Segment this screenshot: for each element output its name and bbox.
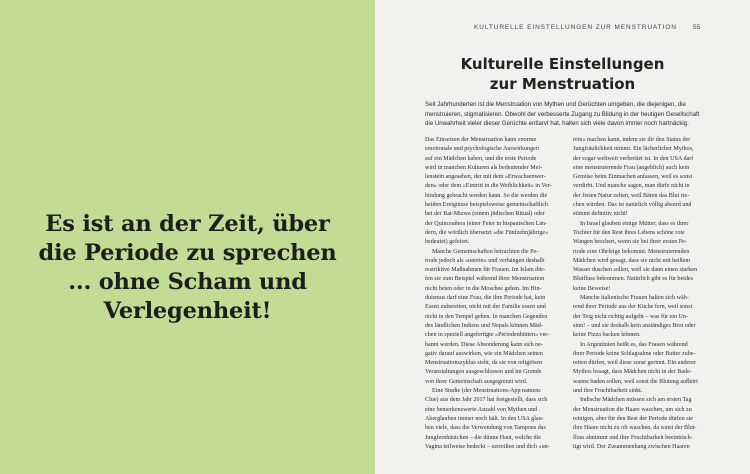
body-text-line: Jungfräulichkeit nimmt. Ein lächerlicher Mythos, bbox=[573, 146, 694, 153]
body-text-line: Manche Gemeinschaften betrachten die Pe- bbox=[432, 248, 539, 255]
body-text-line: Menstruationszyklus sieht, da sie von religiösen bbox=[425, 360, 543, 367]
body-text-line: der Teig nicht richtig aufgeht – was für ein Un- bbox=[573, 313, 689, 320]
body-column-left bbox=[425, 136, 567, 452]
body-text-line: wird in manchen Kulturen als bedeutender Mei- bbox=[425, 164, 543, 171]
right-page bbox=[375, 0, 750, 474]
body-text-line: reinigen, aber für den Rest der Periode dürfen sie bbox=[573, 415, 693, 422]
body-text-line: der sogar weltweit verbreitet ist. In den USA darf bbox=[573, 155, 694, 162]
body-text-line: eine bemerkenswerte Anzahl von Mythen und bbox=[425, 406, 538, 413]
body-text-line: und ihre Fruchtbarkeit sinkt. bbox=[573, 388, 643, 395]
body-text-line: verdirbt. Und manche sagen, man dürfe nicht in bbox=[573, 183, 690, 190]
body-text-line: Wangen beschert, wenn sie bei ihrer ersten Pe- bbox=[573, 239, 687, 246]
body-text-line: rend ihrer Periode aus der Küche fern, weil sonst bbox=[573, 304, 693, 311]
running-head: KULTURELLE EINSTELLUNGEN ZUR MENSTRUATION bbox=[474, 24, 677, 31]
body-text-line: Mythos besagt, dass Mädchen nicht in der Bade- bbox=[573, 369, 692, 376]
intro-line: die Unwahrheit vieler dieser Gerüchte entlarvt hat, halten sich viele davon immer noch hartnäckig. bbox=[425, 120, 689, 127]
body-text-line: restriktive Maßnahmen für Frauen. Im Islam dür- bbox=[425, 267, 546, 274]
body-text-line: fluss abnimmt und ihre Fruchtbarkeit beeinträch- bbox=[573, 434, 693, 441]
body-text-line: dern, die wörtlich übersetzt »die Fünfzehnjährige« bbox=[425, 229, 549, 236]
body-text-line: Clue) aus dem Jahr 2017 hat festgestellt, dass sich bbox=[425, 397, 548, 404]
body-text-line: Jungfernhäutchen – die dünne Haut, welche die bbox=[425, 434, 541, 441]
body-text-line: Mädchen wird gesagt, dass sie nicht mit heißem bbox=[573, 257, 691, 264]
body-text-line: eine menstruierende Frau (angeblich) auch kein bbox=[573, 164, 690, 171]
body-text-line: auf ein Mädchen haben, und die erste Periode bbox=[425, 155, 537, 162]
body-text-line: In Argentinien heißt es, das Frauen während bbox=[580, 341, 688, 348]
body-text-line: keine Beweise! bbox=[573, 285, 611, 292]
body-text-line: gativ darauf auswirken, wie ein Mädchen seinen bbox=[425, 350, 543, 357]
intro-paragraph bbox=[425, 100, 725, 129]
body-text-line: ben viele, dass die Verwendung von Tampons das bbox=[425, 425, 546, 432]
body-text-line: der Menstruation die Haare waschen, um sich zu bbox=[573, 406, 692, 413]
body-text-line: Eine Studie (der Menstruations-App namens bbox=[432, 388, 541, 395]
body-text-line: Vagina teilweise bedeckt – zerreißen und dich »un- bbox=[425, 443, 550, 450]
pull-quote-line: Verlegenheit! bbox=[103, 298, 272, 324]
body-text-line: riode eine Ohrfeige bekommt. Menstruierenden bbox=[573, 248, 690, 255]
body-text-line: keine Pizza backen können. bbox=[573, 332, 641, 339]
body-text-line: Das Einsetzen der Menstruation kann enorme bbox=[425, 137, 537, 143]
body-text-line: Wasser duschen sollen, weil sie dann einen starken bbox=[573, 267, 698, 274]
intro-line: menstruieren, stigmatisieren. Obwohl der verbesserte Zugang zu Bildung in der heutigen Gesellschaft bbox=[425, 110, 700, 118]
body-text-line: riode jedoch als »unrein« und verhängen deshalb bbox=[425, 257, 545, 264]
body-text-line: Aberglauben immer noch hält. In den USA glau- bbox=[425, 415, 544, 422]
body-text-line: fen sie zum Beispiel während ihrer Menstruation bbox=[425, 276, 545, 283]
body-text-line: ihrer Periode keine Schlagsahne oder Butter zube- bbox=[573, 350, 696, 357]
pull-quote-line: die Periode zu sprechen bbox=[38, 240, 337, 266]
body-text-line: Gemüse beim Einmachen anfassen, weil es sonst bbox=[573, 174, 693, 181]
body-text-line: ihre Haare nicht zu oft waschen, da sonst der Blut- bbox=[573, 425, 697, 432]
pull-quote bbox=[0, 210, 375, 326]
body-text-line: emotionale und psychologische Auswirkungen bbox=[425, 146, 539, 153]
chapter-title bbox=[425, 54, 700, 94]
body-text-line: lenstein angesehen, der mit dem »Erwachsenwer- bbox=[425, 174, 546, 181]
body-text-line: tigt wird. Der Zusammenhang zwischen Haaren bbox=[573, 443, 690, 450]
body-text-line: chen in speziell angefertigte »Periodenhütten« ver- bbox=[425, 332, 550, 339]
chapter-title-line: Kulturelle Einstellungen bbox=[460, 55, 665, 73]
pull-quote-line: Es ist an der Zeit, über bbox=[45, 211, 330, 237]
body-text-line: reiten dürfen, weil diese sonst gerinnt. Ein anderer bbox=[573, 360, 697, 367]
body-text-line: bindung gebracht werden kann. So die werden die bbox=[425, 192, 548, 199]
body-text-line: Veranstaltungen ausgeschlossen und im Grunde bbox=[425, 369, 542, 376]
body-text-line: Blutfluss bekommen. Natürlich gibt es für beides bbox=[573, 276, 693, 283]
body-text-line: bei der Bat-Mizwa (einem jüdischen Ritual) oder bbox=[425, 211, 545, 218]
body-text-line: der Quinceañera (einer Feier in hispanischen Län- bbox=[425, 220, 548, 227]
body-text-line: duismus darf eine Frau, die ihre Periode hat, kein bbox=[425, 295, 546, 302]
body-text-line: von ihrer Gemeinschaft ausgegrenzt wird. bbox=[425, 378, 528, 385]
body-text-line: Indische Mädchen müssen sich am ersten Tag bbox=[580, 397, 692, 404]
body-text-line: chen würden. Das ist natürlich völlig absurd und bbox=[573, 202, 692, 209]
body-text-line: Tochter für den Rest ihres Lebens schöne rote bbox=[573, 229, 685, 236]
body-text-line: nicht in den Tempel gehen. In manchen Gegenden bbox=[425, 313, 548, 320]
body-text-line: beiden Ereignisse beispielsweise gemeinschaftlich bbox=[425, 202, 549, 209]
body-text-line: rein« machen kann, indem sie dir den Status der bbox=[573, 137, 691, 143]
body-text-line: Essen zubereiten, nicht mit der Familie essen und bbox=[425, 304, 546, 311]
body-text-line: bannt werden. Diese Absonderung kann sich ne- bbox=[425, 341, 543, 348]
body-text-line: In Israel glauben einige Mütter, dass es ihrer bbox=[580, 220, 689, 227]
body-text-line: stimmt definitiv nicht! bbox=[573, 211, 628, 218]
chapter-title-line: zur Menstruation bbox=[489, 75, 636, 93]
body-text-line: sinn! – und sie deshalb kein anständiges Brot oder bbox=[573, 322, 696, 329]
body-text-line: Manche italienische Frauen halten sich wäh- bbox=[580, 295, 689, 302]
page-number: 55 bbox=[693, 24, 701, 31]
pull-quote-line: ... ohne Scham und bbox=[68, 269, 307, 295]
body-text-line: den« oder dem »Eintritt in die Weiblichkeit« in Ver- bbox=[425, 183, 552, 190]
body-text-line: des ländlichen Indiens und Nepals können Mäd- bbox=[425, 322, 543, 329]
intro-line: Seit Jahrhunderten ist die Menstruation von Mythen und Gerüchten umgeben, die diejenigen, die bbox=[425, 101, 686, 108]
body-text-line: der freien Natur zelten, weil Bären das Blut rie- bbox=[573, 192, 690, 199]
body-column-right bbox=[573, 136, 715, 452]
body-text-line: nicht beten oder in die Moschee gehen. Im Hin- bbox=[425, 285, 542, 292]
body-text-line: wanne baden sollen, weil sonst die Blutung aufhört bbox=[573, 378, 698, 385]
body-text-line: bedeutet) gefeiert. bbox=[425, 239, 470, 246]
